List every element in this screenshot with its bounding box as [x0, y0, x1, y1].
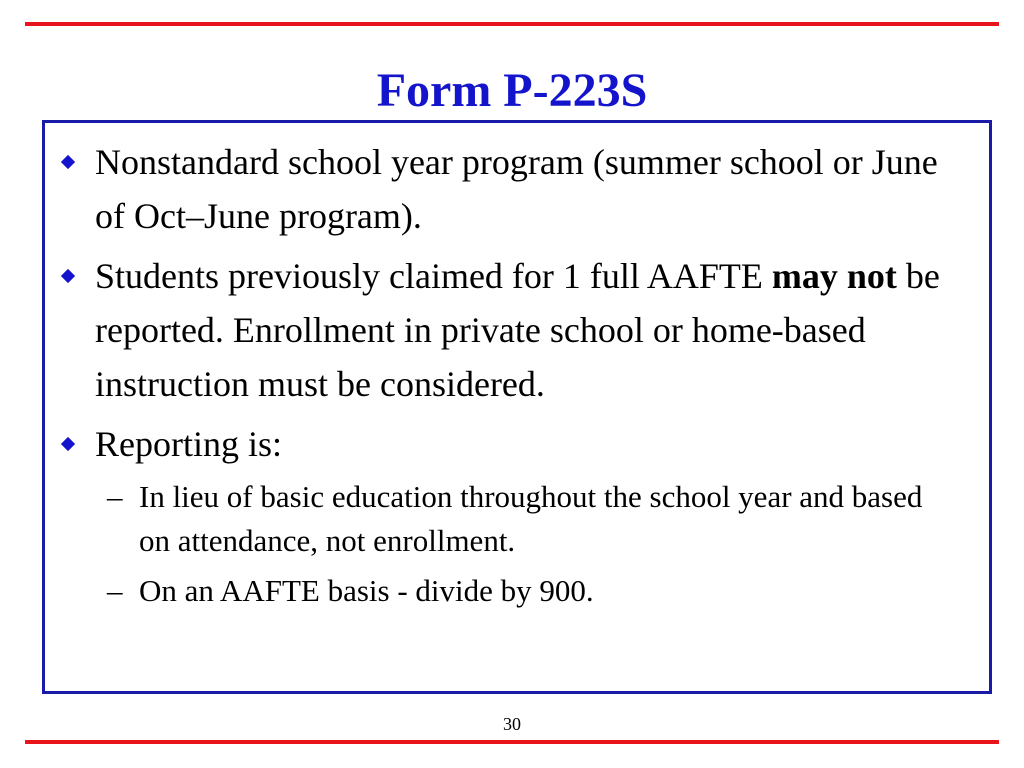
- page-number: 30: [503, 714, 521, 734]
- bullet-item-nonstandard: [45, 135, 989, 243]
- diamond-bullet-icon: [61, 269, 75, 283]
- bullet-text-part-b: be reported. Enrollment in private school or home-based instruction must be considered.: [95, 256, 940, 404]
- subbullet-item-aafte: [95, 569, 969, 613]
- subbullet-text: On an AAFTE basis - divide by 900.: [139, 573, 594, 608]
- subbullet-list: [95, 475, 969, 613]
- diamond-bullet-icon: [61, 155, 75, 169]
- subbullet-text: In lieu of basic education throughout the school year and based on attendance, not enrollment.: [139, 479, 923, 558]
- bullet-text-part-a: Students previously claimed for 1 full AAFTE: [95, 256, 772, 296]
- slide-title: Form P-223S: [376, 64, 648, 117]
- bullet-text: Reporting is:: [95, 424, 282, 464]
- bullet-item-students: [45, 249, 989, 411]
- bullet-list: [45, 135, 989, 619]
- bullet-item-reporting: [45, 417, 989, 613]
- diamond-bullet-icon: [61, 437, 75, 451]
- bullet-text: Nonstandard school year program (summer school or June of Oct–June program).: [95, 142, 938, 236]
- top-red-rule: [25, 22, 999, 26]
- bottom-red-rule: [25, 740, 999, 744]
- content-box: [42, 120, 992, 694]
- dash-bullet: –: [107, 479, 123, 514]
- bullet-text-emphasis: may not: [771, 256, 897, 296]
- dash-bullet: –: [107, 573, 123, 608]
- subbullet-item-in-lieu: [95, 475, 969, 563]
